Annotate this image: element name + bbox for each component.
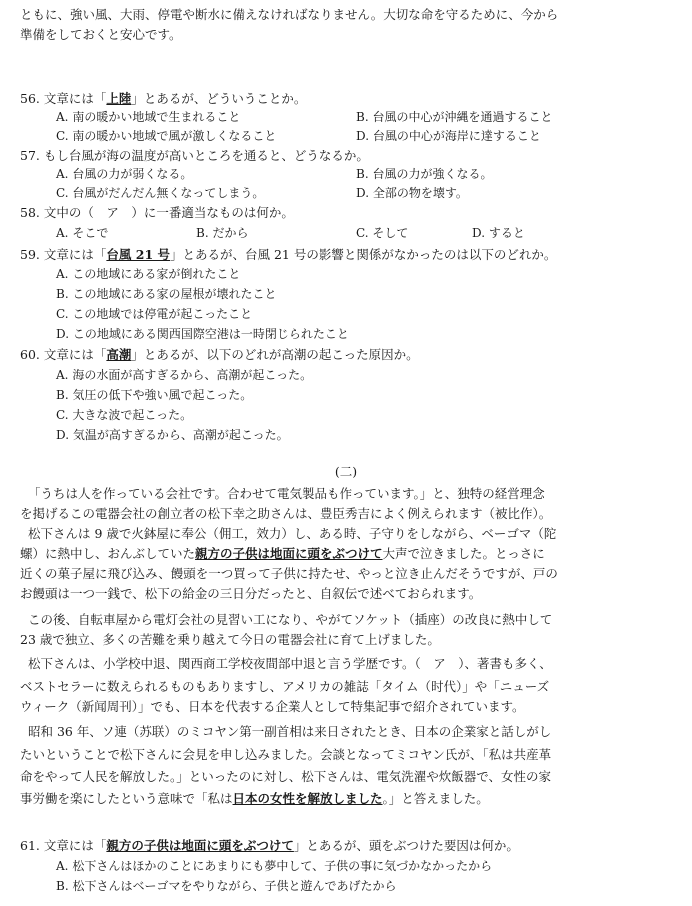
question-57: 57. もし台風が海の温度が高いところを通ると、どうなるか。 (20, 148, 369, 163)
option-59-a[interactable]: A. この地域にある家が倒れたこと (56, 267, 241, 281)
passage-line: この後、自転車屋から電灯会社の見習い工になり、やがてソケット（插座）の改良に熱中して (28, 612, 553, 627)
option-61-b[interactable]: B. 松下さんはベーゴマをやりながら、子供と遊んであげたから (56, 879, 397, 893)
underlined-phrase: 親方の子供は地面に頭をぶつけて (195, 546, 383, 561)
option-57-b[interactable]: B. 台風の力が強くなる。 (356, 167, 493, 181)
question-number: 58. (20, 205, 40, 220)
passage-line: 「うちは人を作っている会社です。合わせて電気製品も作っています。」と、独特の経営理念 (28, 486, 545, 501)
passage-line: お饅頭は一つ一銭で、松下の給金の三日分だったと、自叙伝で述べておられます。 (20, 586, 482, 601)
passage-line: ウィーク（新闻周刊）」でも、日本を代表する企業人として特集記事で紹介されています。 (20, 699, 525, 714)
question-61: 61. 文章には「親方の子供は地面に頭をぶつけて」とあるが、頭をぶつけた要因は何か。 (20, 838, 519, 853)
underlined-phrase: 日本の女性を解放しました (232, 791, 383, 806)
option-57-a[interactable]: A. 台風の力が弱くなる。 (56, 167, 193, 181)
option-60-c[interactable]: C. 大きな波で起こった。 (56, 408, 193, 422)
passage-line: 近くの菓子屋に飛び込み、饅頭を一つ買って子供に持たせ、やっと泣き止んだそうですが、戸の (20, 566, 558, 581)
question-number: 59. (20, 247, 40, 262)
question-number: 57. (20, 148, 40, 163)
option-61-a[interactable]: A. 松下さんはほかのことにあまりにも夢中して、子供の事に気づかなかったから (56, 859, 493, 873)
question-number: 56. (20, 91, 40, 106)
option-60-d[interactable]: D. 気温が高すぎるから、高潮が起こった。 (56, 428, 289, 442)
question-59: 59. 文章には「台風 21 号」とあるが、台風 21 号の影響と関係がなかったのは以下のどれか。 (20, 247, 557, 262)
option-58-a[interactable]: A. そこで (56, 226, 109, 240)
passage-line: 命をやって人民を解放した。」といったのに対し、松下さんは、電気洗濯や炊飯器で、女性の家 (20, 769, 552, 784)
option-59-b[interactable]: B. この地域にある家の屋根が壊れたこと (56, 287, 277, 301)
option-56-d[interactable]: D. 台風の中心が海岸に達すること (356, 129, 541, 143)
passage-line: 昭和 36 年、ソ連（苏联）のミコヤン第一副首相は来日されたとき、日本の企業家と話しがし (28, 724, 552, 739)
option-56-c[interactable]: C. 南の暖かい地域で風が激しくなること (56, 129, 277, 143)
cropped-corner-marks (622, 898, 692, 906)
option-58-d[interactable]: D. すると (472, 226, 525, 240)
keyword: 高潮 (106, 347, 132, 362)
passage-line: 事労働を楽にしたという意味で「私は日本の女性を解放しました。」と答えました。 (20, 791, 489, 806)
option-56-a[interactable]: A. 南の暖かい地域で生まれること (56, 110, 241, 124)
passage-line: 螺）に熱中し、おんぶしていた親方の子供は地面に頭をぶつけて大声で泣きました。とっさに (20, 546, 545, 561)
question-number: 61. (20, 838, 40, 853)
passage-line: たいということで松下さんに会見を申し込みました。会談となってミコヤン氏が、「私は共産革 (20, 747, 552, 762)
option-56-b[interactable]: B. 台風の中心が沖縄を通過すること (356, 110, 553, 124)
section-title: (二) (334, 464, 358, 479)
question-number: 60. (20, 347, 40, 362)
intro-line-2: 準備をしておくと安心です。 (20, 27, 182, 42)
passage-line: 23 歳で独立、多くの苦難を乗り越えて今日の電器会社に育て上げました。 (20, 632, 440, 647)
option-59-d[interactable]: D. この地域にある関西国際空港は一時閉じられたこと (56, 327, 349, 341)
intro-line-1: ともに、強い風、大雨、停電や断水に備えなければなりません。大切な命を守るために、今から (20, 7, 559, 22)
option-60-a[interactable]: A. 海の水面が高すぎるから、高潮が起こった。 (56, 368, 313, 382)
question-60: 60. 文章には「高潮」とあるが、以下のどれが高潮の起こった原因か。 (20, 347, 419, 362)
keyword: 上陸 (106, 91, 132, 106)
passage-line: 松下さんは、小学校中退、関西商工学校夜間部中退と言う学歴です。（ ア ）、著書も多く、 (28, 656, 552, 671)
option-57-d[interactable]: D. 全部の物を壊す。 (356, 186, 468, 200)
option-58-b[interactable]: B. だから (196, 226, 249, 240)
question-56: 56. 文章には「上陸」とあるが、どういうことか。 (20, 91, 307, 106)
option-59-c[interactable]: C. この地域では停電が起こったこと (56, 307, 253, 321)
keyword: 親方の子供は地面に頭をぶつけて (106, 838, 294, 853)
passage-line: ベストセラーに数えられるものもありますし、アメリカの雑誌「タイム（时代）」や「ニューズ (20, 679, 550, 694)
passage-line: を掲げるこの電器会社の創立者の松下幸之助さんは、豊臣秀吉によく例えられます（被比作）。 (20, 506, 552, 521)
option-57-c[interactable]: C. 台風がだんだん無くなってしまう。 (56, 186, 265, 200)
option-58-c[interactable]: C. そして (356, 226, 409, 240)
option-60-b[interactable]: B. 気圧の低下や強い風で起こった。 (56, 388, 253, 402)
passage-line: 松下さんは 9 歳で火鉢屋に奉公（佣工，效力）し、ある時、子守りをしながら、ベーゴマ（陀 (28, 526, 557, 541)
question-58: 58. 文中の（ ア ）に一番適当なものは何か。 (20, 205, 294, 220)
keyword: 台風 21 号 (106, 247, 170, 262)
